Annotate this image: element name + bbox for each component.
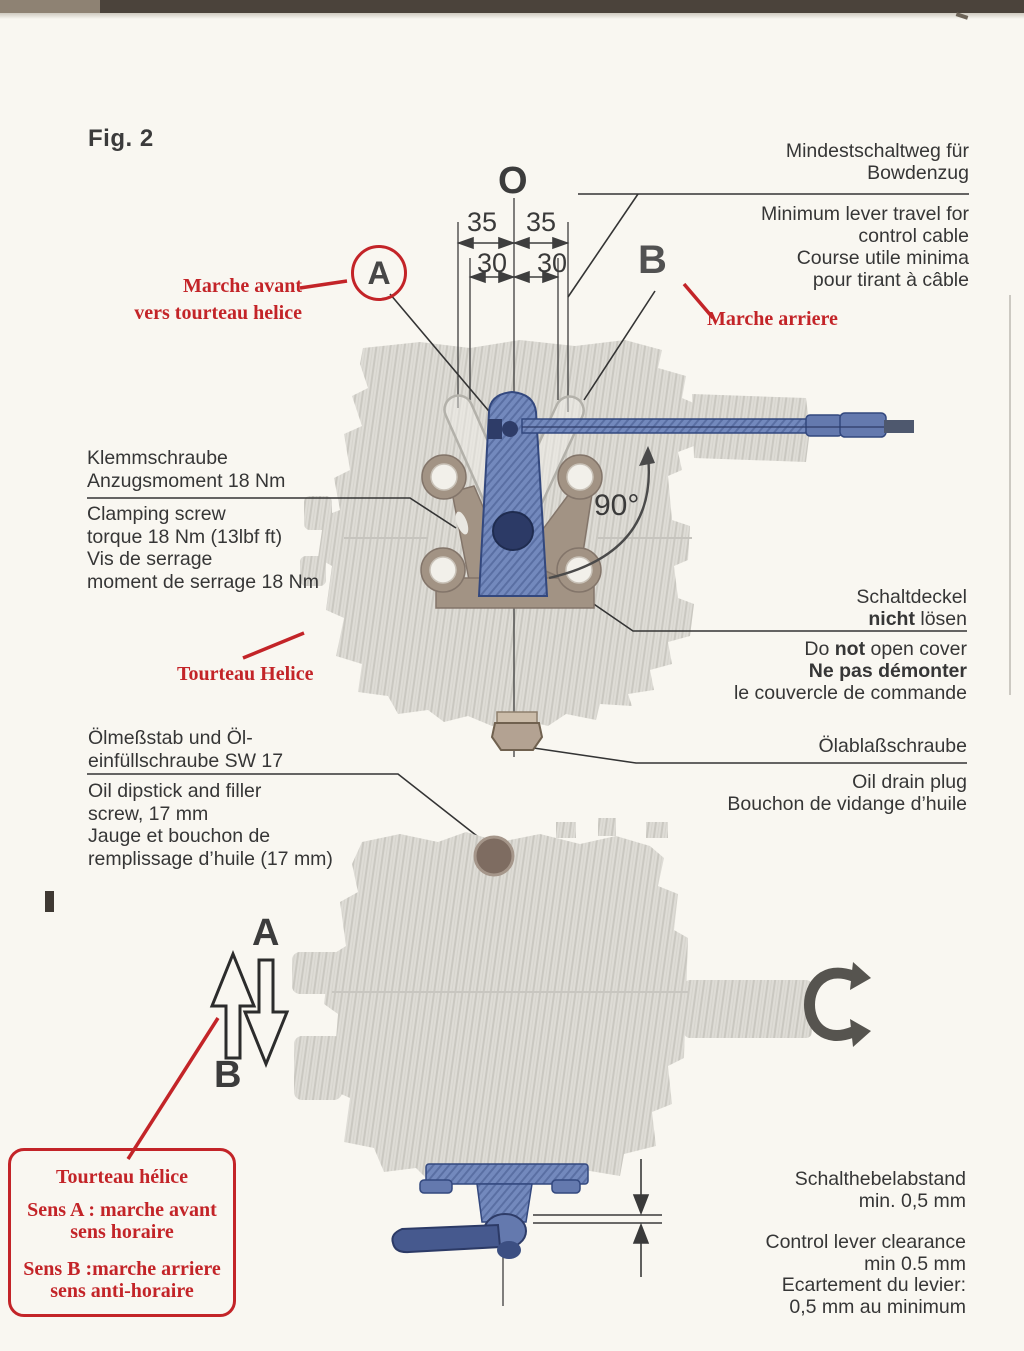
shift-lever — [392, 1225, 500, 1252]
label-clamping-en-fr: Clamping screw torque 18 Nm (13lbf ft) Vis de serrage moment de serrage 18 Nm — [87, 503, 319, 593]
clamp-screw-head — [502, 421, 518, 437]
marker-arrow-b: B — [214, 1054, 242, 1096]
label-clearance-de: Schalthebelabstand min. 0,5 mm — [794, 1168, 966, 1212]
red-dash-marche-avant — [300, 281, 347, 288]
label-drain-en-fr: Oil drain plug Bouchon de vidange d’huile — [727, 771, 967, 815]
dimension-35 — [458, 238, 568, 248]
cable-end-stub — [884, 420, 914, 433]
label-min-travel-de: Mindestschaltweg für Bowdenzug — [785, 140, 969, 184]
annotation-tourteau-helice: Tourteau Helice — [177, 663, 314, 685]
cable-connector-2 — [840, 413, 886, 437]
rotation-arrow-c — [810, 962, 872, 1047]
red-leader-tourteau — [243, 633, 304, 658]
marker-a-circled: A — [351, 245, 407, 301]
oil-drain-bolt — [492, 712, 542, 750]
clamp-screw — [488, 419, 502, 439]
up-arrow — [212, 954, 254, 1058]
control-cable — [522, 419, 808, 433]
oil-filler-plug — [475, 837, 513, 875]
label-drain-de: Ölablaßschraube — [818, 735, 967, 757]
legend-box-title: Tourteau hélice — [55, 1166, 189, 1188]
marker-arrow-a: A — [252, 912, 280, 954]
label-min-travel-en-fr: Minimum lever travel for control cable Course utile minima pour tirant à câble — [760, 203, 969, 291]
label-cover-en-fr: Do not open cover Ne pas démonter le couvercle de commande — [733, 638, 967, 704]
marker-o: O — [498, 160, 528, 202]
output-shaft — [684, 980, 812, 1038]
dim-35-right: 35 — [525, 207, 557, 237]
red-leader-legend-box — [128, 1018, 218, 1159]
dim-30-right: 30 — [536, 248, 568, 278]
label-clearance-en-fr: Control lever clearance min 0.5 mm Ecartement du levier: 0,5 mm au minimum — [765, 1231, 966, 1318]
label-clamping-de: Klemmschraube Anzugsmoment 18 Nm — [87, 447, 286, 492]
annotation-marche-avant: Marche avant vers tourteau helice — [134, 275, 302, 324]
label-dipstick-en-fr: Oil dipstick and filler screw, 17 mm Jauge et bouchon de remplissage d’huile (17 mm) — [88, 780, 333, 870]
dim-30-left: 30 — [476, 248, 508, 278]
direction-arrows — [212, 954, 287, 1064]
label-dipstick-de: Ölmeßstab und Öl- einfüllschraube SW 17 — [88, 727, 284, 772]
legend-box: Tourteau hélice Sens A : marche avant sens horaire Sens B :marche arriere sens anti-horaire — [8, 1148, 236, 1317]
leader-min-travel-diagonal — [568, 194, 638, 297]
label-cover-de: Schaltdeckel nicht lösen — [856, 586, 967, 630]
marker-b: B — [638, 238, 667, 282]
lower-housing — [292, 818, 812, 1186]
dim-angle-90: 90° — [594, 489, 640, 522]
figure-label: Fig. 2 — [88, 125, 154, 152]
down-arrow — [245, 960, 287, 1064]
cable-connector — [806, 415, 842, 436]
annotation-marche-arriere: Marche arriere — [707, 308, 838, 330]
dim-35-left: 35 — [466, 207, 498, 237]
lever-pivot — [493, 512, 533, 550]
shift-cover-assembly — [392, 1164, 588, 1259]
